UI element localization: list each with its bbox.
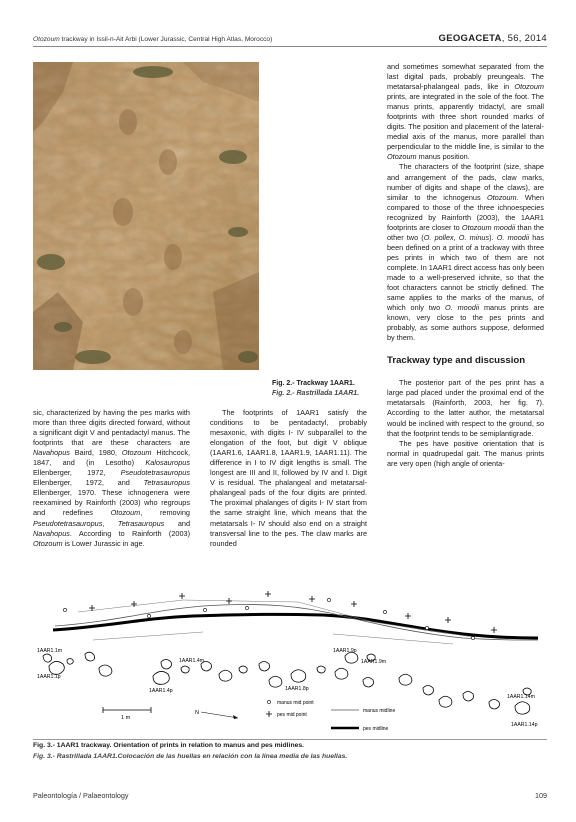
text-column-3: [387, 62, 544, 469]
italic-term: Otozoum: [514, 82, 544, 92]
figure-3-legend: [266, 700, 395, 732]
svg-text:pes mid point: pes mid point: [277, 712, 307, 718]
journal-header: GEOGACETA, 56, 2014: [438, 33, 547, 44]
svg-text:1 m: 1 m: [121, 715, 131, 721]
paragraph: The pes have positive orientation that is normal in quadrupedal gait. The manus prints are very open (high angle of orienta-: [387, 438, 544, 468]
figure-3-caption-es: Fig. 3.- Rastrillada 1AAR1.Colocación de las huellas en relación con la línea media de las huellas.: [33, 752, 348, 760]
pes-midline: [53, 614, 538, 638]
italic-term: Tetrasauropus: [143, 478, 190, 488]
footprint-1m: [43, 654, 52, 662]
svg-text:manus midline: manus midline: [363, 708, 396, 714]
label-9m: 1AAR1.9m: [361, 659, 387, 665]
text-column-2: [210, 408, 367, 549]
paragraph: The characters of the footprint (size, shape and arrangement of the pads, claw marks, number of digits and shape of the claws), are similar to the ichnogenus Otozoum. When compared to those of the three ichnoespecies recognized by Rainforth (2003), the 1AAR1 footprints are closer to Otozoum moodii than the other two (O. pollex, O. minus). O. moodii has been defined on a print of a trackway with three pes prints in which two of them are not complete. In 1AAR1 direct access has only been made to a well-preserved ichnite, so that the foot characters cannot be strictly defined. The same applies to the marks of the manus, of which only two O. moodii manus prints are known, very close to the pes prints and probably, as some authors suppose, deformed by them.: [387, 162, 544, 343]
label-4m: 1AAR1.4m: [179, 658, 205, 664]
footprint-14p: [515, 702, 530, 714]
italic-term: Otozoum: [486, 192, 517, 202]
italic-term: Kalosauropus: [145, 458, 190, 468]
italic-term: Otozoum: [121, 448, 152, 458]
north-arrow-icon: [195, 710, 238, 719]
italic-term: Otozoum: [33, 538, 63, 548]
figure-3-trackway-diagram: [33, 582, 544, 740]
svg-text:N: N: [195, 710, 199, 716]
paragraph: sic, characterized by having the pes marks with more than three digits directed forward, without a significant digit V and pentadactyl manus. The footprints that are these characters are Navahopus Baird, 1980, Otozoum Hitchcock, 1847, and (in Lesotho) Kalosauropus Ellenberger, 1972, Pseudotetrasauropus Ellenberger, 1972, and Tetrasauropus Ellenberger, 1970. These ichnogenera were reexamined by Rainforth (2003) who regroups and redefines Otozoum, removing Pseudotetrasauropus, Tetrasauropus and Navahopus. According to Rainforth (2003) Otozoum is Lower Jurassic in age.: [33, 408, 190, 548]
footprint-1p: [49, 661, 64, 674]
italic-term: O. pollex, O. minus: [423, 232, 490, 242]
svg-text:manus mid point: manus mid point: [277, 700, 314, 706]
label-14m: 1AAR1.14m: [507, 694, 535, 700]
footprint-4p: [153, 671, 169, 684]
footprint-8p: [291, 670, 306, 682]
figure-2-caption-es: Fig. 2.- Rastrillada 1AAR1.: [272, 390, 360, 397]
label-9p: 1AAR1.9p: [333, 648, 357, 654]
label-1m: 1AAR1.1m: [37, 648, 63, 654]
paragraph: The posterior part of the pes print has a large pad placed under the proximal end of the metatarsals (Rainforth, 2003, her fig. 7). According to the latter author, the metatarsal would be inclined with respect to the ground, so that the footprint tends to be semiplantigrade.: [387, 378, 544, 438]
text-column-1: [33, 408, 190, 549]
italic-term: Navahopus: [33, 448, 70, 458]
italic-term: Pseudotetrasauropus: [33, 518, 103, 528]
figure-2-caption: [272, 379, 359, 399]
figure-2-caption-en: Fig. 2.- Trackway 1AAR1.: [272, 380, 355, 387]
italic-term: Pseudotetrasauropus: [120, 468, 190, 478]
label-4p: 1AAR1.4p: [149, 688, 173, 694]
label-8p: 1AAR1.8p: [285, 686, 309, 692]
italic-term: Otozoum moodii: [461, 222, 516, 232]
italic-term: O. moodii: [445, 303, 480, 313]
scale-bar: [103, 707, 151, 721]
running-header-title: Otozoum trackway in Issil-n-Ait Arbi (Lower Jurassic, Central High Atlas, Morocco): [33, 36, 273, 43]
footprint-4m: [161, 660, 172, 670]
figure-3-rule: [33, 739, 547, 740]
svg-text:pes midline: pes midline: [363, 726, 389, 732]
label-1p: 1AAR1.1p: [37, 674, 61, 680]
figure-2-photo: [33, 62, 259, 370]
paragraph: The footprints of 1AAR1 satisfy the conditions to be pentadactyl, probably mesaxonic, with digits I- IV subparallel to the elongation of the foot, but digit V oblique (1AAR1.6, 1AAR1.8, 1AAR1.9, 1AAR1.11). The difference in I to IV digit lengths is small. The longest are III and II, followed by IV and I. Digit V is residual. The phalangeal and metatarsal-phalangeal pads of the four digits are printed. The proximal phalanges of digits I- IV start from the same straight line, which means that the metatarsals I- IV should also end on a straight transversal line to the pes. The claw marks are rounded: [210, 408, 367, 548]
section-heading: Trackway type and discussion: [387, 355, 526, 367]
italic-term: O. moodii: [496, 232, 530, 242]
rock-outcrop-image: [33, 62, 259, 370]
figure-3-caption-en: Fig. 3.- 1AAR1 trackway. Orientation of prints in relation to manus and pes midlines.: [33, 742, 305, 749]
italic-term: Tetrasauropus: [117, 518, 165, 528]
footer-section: Paleontología / Palaeontology: [33, 791, 129, 800]
page-number: 109: [535, 791, 547, 800]
italic-term: Otozoum: [387, 152, 417, 162]
figure-3-caption: [33, 741, 544, 762]
paragraph: and sometimes somewhat separated from the last digital pads, probably preungeals. The metatarsal-phalangeal pads, like in Otozoum prints, are integrated in the sole of the foot. The manus prints, apparently tridactyl, are small footprints with three short rounded marks of digits. The position and placement of the lateral- medial axis of the manus, more parallel than perpendicular to the middle line, is similar to the Otozoum manus position.: [387, 62, 544, 162]
header-rule: [33, 46, 547, 47]
label-14p: 1AAR1.14p: [511, 722, 538, 728]
italic-term: Navahopus: [33, 528, 70, 538]
italic-term: Otozoum: [110, 508, 141, 518]
